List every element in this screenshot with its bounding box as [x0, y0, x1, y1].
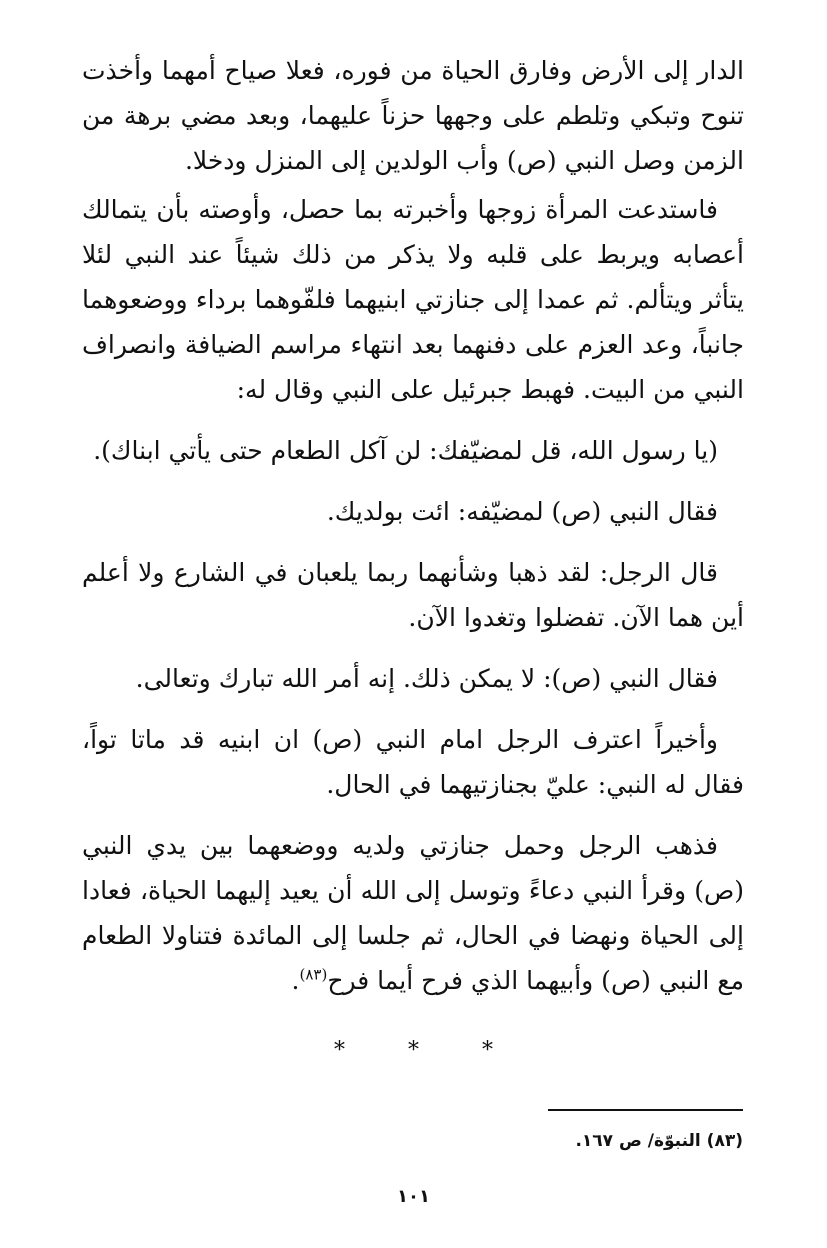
paragraph-8-period: .: [291, 966, 300, 995]
page-body: [82, 48, 744, 1019]
footnote-divider: [548, 1109, 743, 1111]
paragraph-3: (يا رسول الله، قل لمضيّفك: لن آكل الطعام حتى يأتي ابناك).: [93, 436, 718, 465]
paragraph-7: وأخيراً اعترف الرجل امام النبي (ص) ان ابنيه قد ماتا تواً، فقال له النبي: عليّ بجنازتيهما في الحال.: [82, 725, 744, 799]
paragraph-6: فقال النبي (ص): لا يمكن ذلك. إنه أمر الله تبارك وتعالى.: [135, 664, 718, 693]
paragraph-5: قال الرجل: لقد ذهبا وشأنهما ربما يلعبان في الشارع ولا أعلم أين هما الآن. تفضلوا وتغدوا الآن.: [82, 558, 744, 632]
section-separator: * * *: [334, 1038, 521, 1063]
paragraph-2: فاستدعت المرأة زوجها وأخبرته بما حصل، وأوصته بأن يتمالك أعصابه ويربط على قلبه ولا يذكر من ذلك شيئاً عند النبي لئلا يتأثر ويتألم. ثم عمدا إلى جنازتي ابنيهما فلفّوهما برداء ووضعوهما جانباً، وعد العزم على دفنهما بعد انتهاء مراسم الضيافة وانصراف النبي من البيت. فهبط جبرئيل على النبي وقال له:: [82, 195, 744, 404]
paragraph-1: الدار إلى الأرض وفارق الحياة من فوره، فعلا صياح أمهما وأخذت تنوح وتبكي وتلطم على وجهها حزناً عليهما، وبعد مضي برهة من الزمن وصل النبي (ص) وأب الولدين إلى المنزل ودخلا.: [82, 56, 744, 175]
footnote-marker: (٨٣): [299, 965, 328, 984]
paragraph-8: [82, 823, 744, 1003]
page-number: ١٠١: [397, 1186, 430, 1207]
paragraph-4: فقال النبي (ص) لمضيّفه: ائت بولديك.: [326, 497, 718, 526]
footnote: (٨٣) النبوّة/ ص ١٦٧.: [575, 1131, 743, 1151]
paragraph-8-text: فذهب الرجل وحمل جنازتي ولديه ووضعهما بين يدي النبي (ص) وقرأ النبي دعاءً وتوسل إلى الله أن يعيد إليهما الحياة، فعادا إلى الحياة ونهضا في الحال، ثم جلسا إلى المائدة فتناولا الطعام مع النبي (ص) وأبيهما الذي فرح أيما فرح: [82, 831, 744, 995]
